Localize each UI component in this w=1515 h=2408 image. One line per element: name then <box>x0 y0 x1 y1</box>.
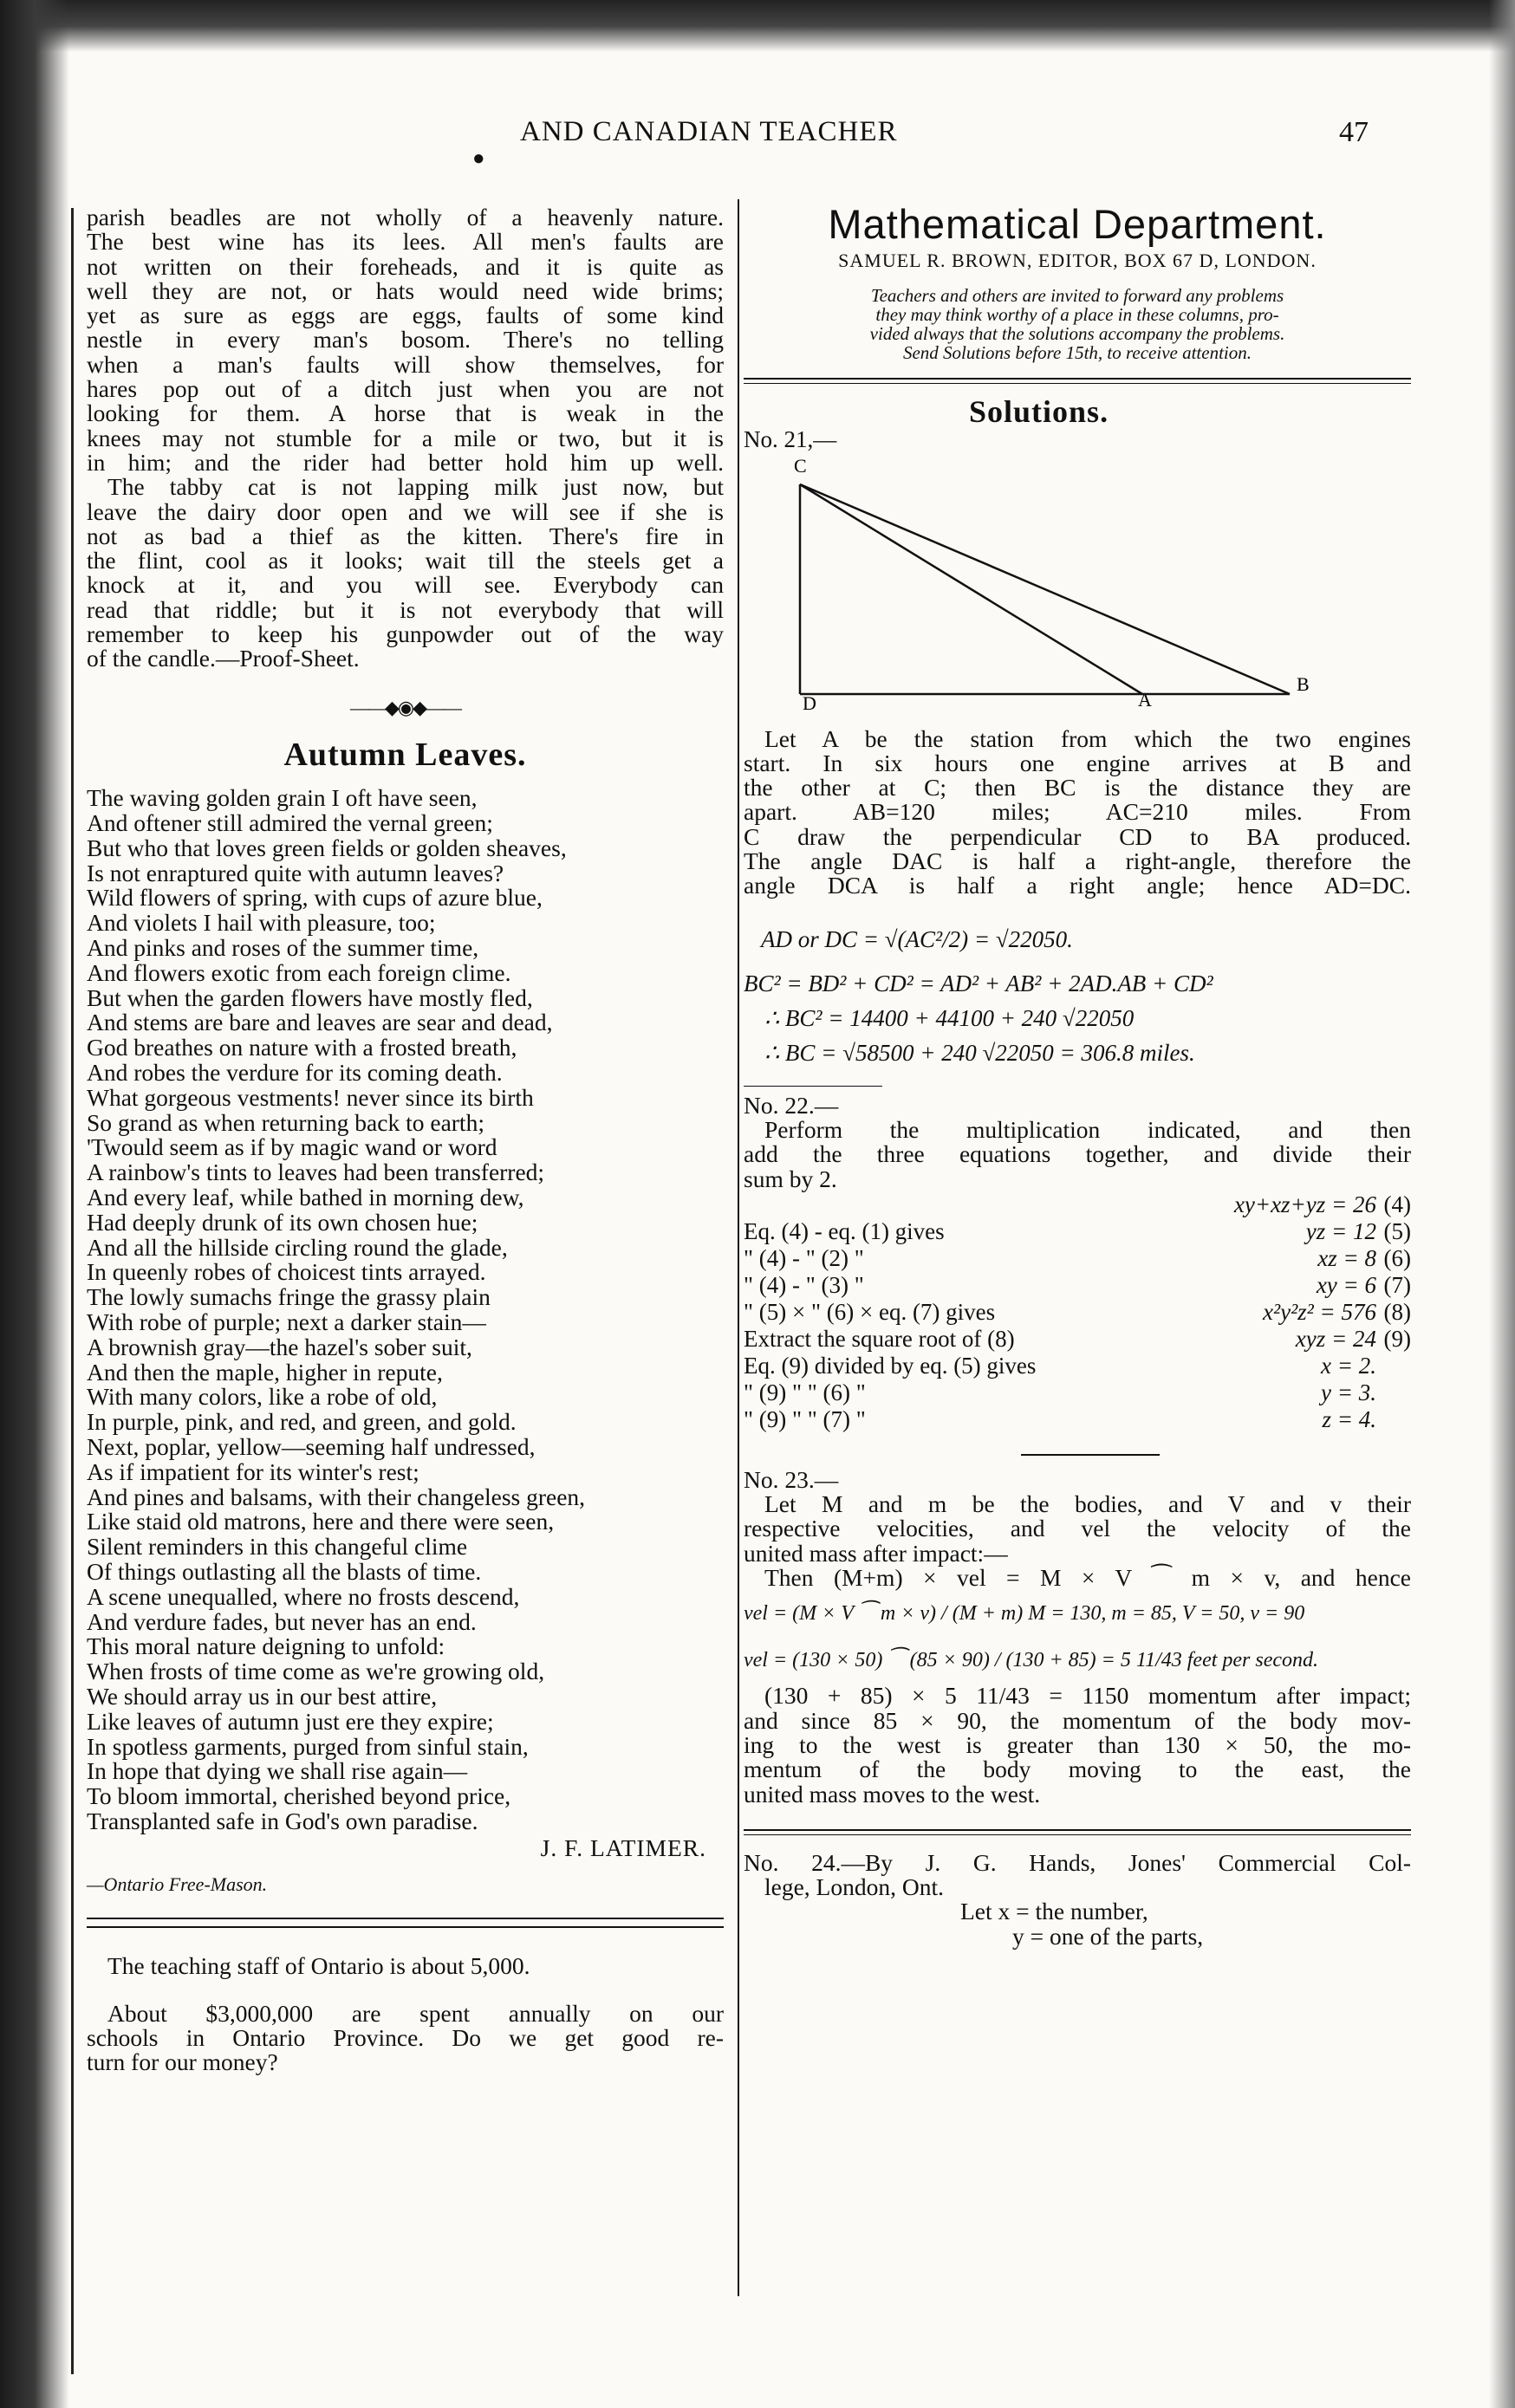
poem-line: This moral nature deigning to unfold: <box>87 1632 445 1660</box>
poem-line: And all the hillside circling round the glade, <box>87 1233 508 1261</box>
equation-row <box>744 1245 1411 1272</box>
poem-line: And flowers exotic from each foreign clime. <box>87 958 511 986</box>
equation-number: (5) <box>1383 1217 1411 1244</box>
poem-line: But when the garden flowers have mostly fled, <box>87 983 533 1011</box>
poem-line: And violets I hail with pleasure, too; <box>87 909 436 937</box>
poem-line: Is not enraptured quite with autumn leaves? <box>87 859 504 886</box>
equation-value: z = 4. <box>1322 1405 1376 1432</box>
equation-number <box>1376 1406 1411 1433</box>
equation-row <box>744 1326 1411 1353</box>
text-line: parish beadles are not wholly of a heavenly nature. <box>87 204 724 230</box>
math-line: ∴ BC = √58500 + 240 √22050 = 306.8 miles. <box>764 1039 1195 1066</box>
poem-line: Silent reminders in this changeful clime <box>87 1533 468 1561</box>
left-margin-rule <box>71 208 74 2374</box>
math-line: vel = (M × V ⁀ m × v) / (M + m) M = 130, m = 85, V = 50, v = 90 <box>744 1602 1305 1626</box>
poem-line: 'Twould seem as if by magic wand or word <box>87 1133 497 1161</box>
text-line: yet as sure as eggs are eggs, faults of some kind <box>87 302 724 329</box>
equation-label <box>744 1191 1111 1218</box>
editor-line: SAMUEL R. BROWN, EDITOR, BOX 67 D, LONDON. <box>838 250 1317 272</box>
problem-22-label: No. 22.— <box>744 1091 839 1119</box>
poem-line: When frosts of time come as we're growing old, <box>87 1658 545 1685</box>
poem-line: The waving golden grain I oft have seen, <box>87 784 478 812</box>
poem-line: But who that loves green fields or golden sheaves, <box>87 834 567 861</box>
text-line: they may think worthy of a place in these columns, pro- <box>875 303 1279 325</box>
right-column <box>744 201 1411 1950</box>
poem-line: And stems are bare and leaves are sear and dead, <box>87 1009 553 1036</box>
problem-22 <box>744 1091 1411 1433</box>
poem-line: To bloom immortal, cherished beyond price, <box>87 1782 511 1810</box>
equation-value: y = 3. <box>1321 1379 1376 1405</box>
scan-right-shadow <box>1489 0 1515 2408</box>
text-line: Perform the multiplication indicated, and then <box>764 1115 1411 1143</box>
text-line: lege, London, Ont. <box>764 1873 944 1901</box>
problem-divider <box>1021 1454 1160 1456</box>
poem-line: And verdure fades, but never has an end. <box>87 1607 477 1635</box>
section-divider <box>744 1829 1411 1835</box>
poem-line: In spotless garments, purged from sinful stain, <box>87 1732 529 1760</box>
text-line: sum by 2. <box>744 1165 837 1192</box>
equation-row <box>744 1218 1411 1245</box>
poem-line: A brownish gray—the hazel's sober suit, <box>87 1333 472 1360</box>
problem-23-math <box>744 1590 1411 1684</box>
equation-label: Eq. (4) - eq. (1) gives <box>744 1217 945 1244</box>
problem-23 <box>744 1465 1411 1808</box>
equation-label: " (4) - " (3) " <box>744 1271 864 1298</box>
text-line: No. 24.—By J. G. Hands, Jones' Commercial Col- <box>744 1848 1411 1876</box>
diagram-label-d: D <box>803 691 816 714</box>
math-line: vel = (130 × 50) ⁀ (85 × 90) / (130 + 85) = 5 11/43 feet per second. <box>744 1649 1319 1672</box>
poem-source: —Ontario Free-Mason. <box>87 1873 268 1895</box>
equation-number <box>1376 1353 1411 1379</box>
text-line: knees may not stumble for a mile or two, but it is <box>87 424 724 451</box>
second-paragraph <box>87 475 724 671</box>
text-line: united mass after impact:— <box>744 1539 1008 1567</box>
text-line: the other at C; then BC is the distance they are <box>744 774 1411 802</box>
poem <box>87 786 724 1834</box>
diagram-label-c: C <box>794 454 807 477</box>
section-divider <box>87 1918 724 1928</box>
problem-21-text <box>744 724 1411 899</box>
equation-value: xy = 6 <box>1316 1271 1376 1298</box>
text-line: add the three equations together, and divide their <box>744 1140 1411 1168</box>
text-line: vided always that the solutions accompany the problems. <box>869 322 1285 344</box>
equation-row <box>744 1191 1411 1218</box>
poem-line: God breathes on nature with a frosted breath, <box>87 1034 517 1061</box>
text-line: united mass moves to the west. <box>744 1780 1041 1808</box>
text-line: (130 + 85) × 5 11/43 = 1150 momentum after impact; <box>764 1682 1411 1710</box>
scan-top-shadow <box>0 0 1515 52</box>
note-spending <box>87 1999 724 2076</box>
text-line: Then (M+m) × vel = M × V ⁀ m × v, and hence <box>764 1564 1411 1592</box>
text-line: well they are not, or hats would need wide brims; <box>87 276 724 304</box>
math-line: BC² = BD² + CD² = AD² + AB² + 2AD.AB + CD² <box>744 970 1213 996</box>
department-title: Mathematical Department. <box>828 201 1327 247</box>
problem-21-label: No. 21,— <box>744 425 837 452</box>
text-line: schools in Ontario Province. Do we get good re- <box>87 2023 724 2051</box>
equation-row <box>744 1379 1411 1406</box>
running-head: AND CANADIAN TEACHER <box>520 116 898 147</box>
text-line: Send Solutions before 15th, to receive attention. <box>902 341 1252 363</box>
equation-number <box>1376 1379 1411 1406</box>
text-line: respective velocities, and vel the velocity of the <box>744 1515 1411 1542</box>
header-rule <box>744 383 1411 384</box>
text-line: start. In six hours one engine arrives at B and <box>744 749 1411 776</box>
poem-line: The lowly sumachs fringe the grassy plain <box>87 1283 491 1311</box>
poem-line: A scene unequalled, where no frosts descend, <box>87 1582 520 1610</box>
text-line: The best wine has its lees. All men's faults are <box>87 228 724 256</box>
equation-number: (4) <box>1383 1191 1411 1217</box>
left-column <box>87 205 724 2074</box>
text-line: knock at it, and you will see. Everybody can <box>87 571 724 599</box>
poem-line: Transplanted safe in God's own paradise. <box>87 1807 478 1834</box>
equation-table <box>744 1191 1411 1433</box>
text-line: when a man's faults will show themselves, for <box>87 350 724 378</box>
ornament-divider-icon: ——◆◉◆—— <box>349 696 461 718</box>
equation-value: x²y²z² = 576 <box>1263 1298 1376 1325</box>
equation-value: x = 2. <box>1321 1352 1376 1379</box>
math-line: AD or DC = √(AC²/2) = √22050. <box>761 925 1073 952</box>
poem-line: With robe of purple; next a darker stain— <box>87 1308 486 1335</box>
text-line: y = one of the parts, <box>1012 1922 1204 1950</box>
poem-line: So grand as when returning back to earth; <box>87 1108 484 1136</box>
poem-line: What gorgeous vestments! never since its birth <box>87 1083 534 1111</box>
equation-number: (7) <box>1383 1271 1411 1298</box>
poem-line: Wild flowers of spring, with cups of azure blue, <box>87 884 543 912</box>
intro-paragraph <box>87 205 724 475</box>
poem-line: We should array us in our best attire, <box>87 1682 438 1710</box>
equation-value: yz = 12 <box>1305 1217 1376 1244</box>
text-line: angle DCA is half a right angle; hence AD=DC. <box>744 872 1411 899</box>
poem-line: And pines and balsams, with their changeless green, <box>87 1483 586 1510</box>
poem-line: And then the maple, higher in repute, <box>87 1358 443 1386</box>
equation-row <box>744 1353 1411 1379</box>
text-line: nestle in every man's bosom. There's no telling <box>87 326 724 354</box>
poem-line: And oftener still admired the vernal green; <box>87 809 493 837</box>
poem-line: Like leaves of autumn just ere they expire; <box>87 1707 494 1735</box>
text-line: C draw the perpendicular CD to BA produced. <box>744 822 1411 850</box>
equation-row <box>744 1272 1411 1299</box>
text-line: in him; and the rider had better hold him up well. <box>87 448 724 476</box>
text-line: apart. AB=120 miles; AC=210 miles. From <box>744 798 1411 826</box>
equation-label: " (5) × " (6) × eq. (7) gives <box>744 1298 996 1325</box>
diagram-label-a: A <box>1138 688 1152 711</box>
text-line: Teachers and others are invited to forward any problems <box>870 284 1284 306</box>
text-line: read that riddle; but it is not everybody that will <box>87 595 724 623</box>
note-teaching-staff: The teaching staff of Ontario is about 5,000. <box>107 1952 530 1980</box>
poem-line: Had deeply drunk of its own chosen hue; <box>87 1208 478 1236</box>
text-line: remember to keep his gunpowder out of the way <box>87 620 724 648</box>
text-line: not written on their foreheads, and it is quite as <box>87 252 724 280</box>
equation-row <box>744 1299 1411 1326</box>
solutions-title: Solutions. <box>969 393 1109 429</box>
text-line: Let M and m be the bodies, and V and v their <box>764 1490 1411 1518</box>
poem-line: As if impatient for its winter's rest; <box>87 1457 419 1485</box>
column-divider <box>738 199 739 2296</box>
equation-label: " (9) " " (6) " <box>744 1379 866 1405</box>
poem-line: And every leaf, while bathed in morning dew, <box>87 1183 524 1210</box>
equation-label: " (9) " " (7) " <box>744 1405 866 1432</box>
diagram-label-b: B <box>1297 672 1310 695</box>
header-rule <box>744 378 1411 380</box>
text-line: ing to the west is greater than 130 × 50, the mo- <box>744 1730 1411 1758</box>
poem-line: Like staid old matrons, here and there were seen, <box>87 1508 555 1535</box>
equation-label: Eq. (9) divided by eq. (5) gives <box>744 1352 1037 1379</box>
text-line: leave the dairy door open and we will see if she is <box>87 497 724 525</box>
text-line: About $3,000,000 are spent annually on our <box>107 1999 724 2027</box>
problem-divider <box>744 1086 882 1087</box>
page-number: 47 <box>1339 116 1369 148</box>
problem-21-math <box>744 912 1411 1070</box>
poem-line: Next, poplar, yellow—seeming half undressed, <box>87 1432 536 1460</box>
editor-note <box>744 286 1411 362</box>
poem-line: And pinks and roses of the summer time, <box>87 934 479 962</box>
text-line: Let x = the number, <box>960 1898 1148 1925</box>
text-line: Let A be the station from which the two engines <box>764 724 1411 752</box>
bullet-icon: ● <box>472 147 485 170</box>
equation-row <box>744 1406 1411 1433</box>
poem-line: Of things outlasting all the blasts of time. <box>87 1557 482 1585</box>
text-line: The tabby cat is not lapping milk just now, but <box>107 473 724 501</box>
equation-number: (6) <box>1383 1244 1411 1271</box>
poem-line: With many colors, like a robe of old, <box>87 1383 438 1411</box>
poem-line: In queenly robes of choicest tints arrayed. <box>87 1258 486 1286</box>
text-line: looking for them. A horse that is weak in the <box>87 399 724 427</box>
math-line: ∴ BC² = 14400 + 44100 + 240 √22050 <box>764 1004 1135 1031</box>
line-ca <box>800 484 1142 694</box>
equation-number: (9) <box>1383 1325 1411 1352</box>
equation-label: Extract the square root of (8) <box>744 1325 1015 1352</box>
equation-value: xy+xz+yz = 26 <box>1233 1191 1376 1217</box>
scan-left-shadow <box>0 0 69 2408</box>
equation-value: xyz = 24 <box>1295 1325 1376 1352</box>
line-cb <box>800 484 1290 694</box>
text-line: not as bad a thief as the kitten. There's fire in <box>87 522 724 549</box>
text-line: and since 85 × 90, the momentum of the body mov- <box>744 1706 1411 1734</box>
text-line: the flint, cool as it looks; wait till the steels get a <box>87 547 724 574</box>
equation-label: " (4) - " (2) " <box>744 1244 864 1271</box>
text-line: hares pop out of a ditch just when you are not <box>87 375 724 403</box>
text-line: mentum of the body moving to the east, the <box>744 1756 1411 1783</box>
poem-title: Autumn Leaves. <box>283 736 527 773</box>
poem-line: In purple, pink, and red, and green, and gold. <box>87 1408 517 1436</box>
triangle-diagram <box>744 450 1411 718</box>
equation-value: xz = 8 <box>1317 1244 1376 1271</box>
text-line: turn for our money? <box>87 2048 278 2076</box>
poem-line: In hope that dying we shall rise again— <box>87 1757 468 1785</box>
problem-24 <box>744 1848 1411 1950</box>
text-line: The angle DAC is half a right-angle, therefore the <box>744 847 1411 875</box>
poem-line: A rainbow's tints to leaves had been transferred; <box>87 1159 545 1186</box>
text-line: of the candle.—Proof-Sheet. <box>87 645 360 672</box>
equation-number: (8) <box>1383 1298 1411 1325</box>
problem-23-label: No. 23.— <box>744 1465 839 1493</box>
poem-line: And robes the verdure for its coming death. <box>87 1059 503 1086</box>
poem-author: J. F. LATIMER. <box>540 1834 706 1861</box>
solutions-header <box>744 393 1411 452</box>
